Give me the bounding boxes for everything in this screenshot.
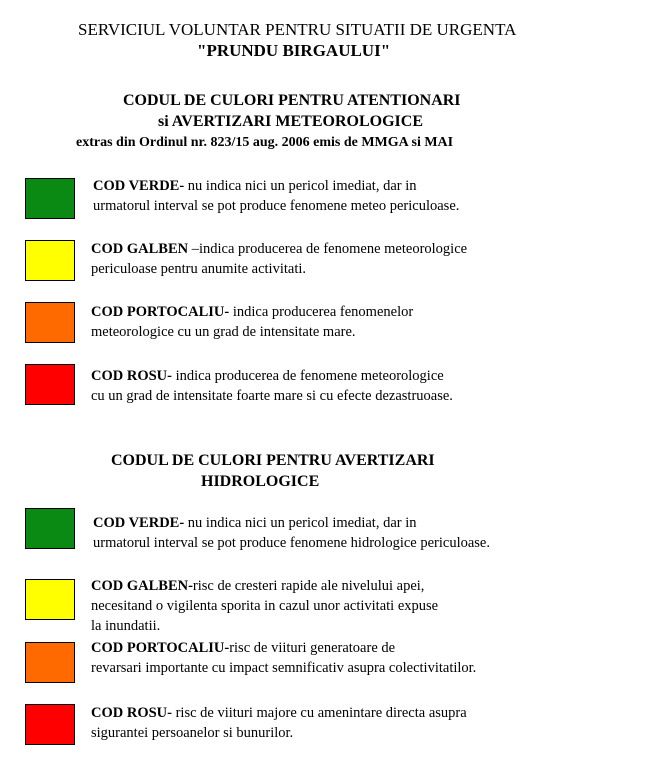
hydro-yellow-line2: necesitand o vigilenta sporita in cazul unor activitati expuse bbox=[91, 598, 439, 614]
hydro-orange-swatch bbox=[25, 642, 75, 683]
hydro-orange-code: COD PORTOCALIU- bbox=[91, 640, 230, 656]
meteo-red-swatch bbox=[25, 364, 75, 405]
hydro-orange-line2: revarsari importante cu impact semnificativ asupra colectivitatilor. bbox=[91, 660, 477, 676]
meteo-title-line1: CODUL DE CULORI PENTRU ATENTIONARI bbox=[123, 92, 461, 109]
meteo-green-code: COD VERDE- bbox=[93, 178, 185, 194]
hydro-red-line1: COD ROSU- risc de viituri majore cu amenintare directa asupra bbox=[91, 705, 467, 721]
meteo-yellow-swatch bbox=[25, 240, 75, 281]
meteo-yellow-line2: periculoase pentru anumite activitati. bbox=[91, 261, 307, 277]
hydro-red-line2: sigurantei persoanelor si bunurilor. bbox=[91, 725, 294, 741]
meteo-red-line1: COD ROSU- indica producerea de fenomene meteorologice bbox=[91, 368, 444, 384]
meteo-green-swatch bbox=[25, 178, 75, 219]
meteo-yellow-line1: COD GALBEN –indica producerea de fenomene meteorologice bbox=[91, 241, 468, 257]
meteo-orange-line1: COD PORTOCALIU- indica producerea fenomenelor bbox=[91, 304, 414, 320]
meteo-red-line2: cu un grad de intensitate foarte mare si cu efecte dezastruoase. bbox=[91, 388, 453, 404]
hydro-yellow-code: COD GALBEN- bbox=[91, 578, 193, 594]
organization-name: SERVICIUL VOLUNTAR PENTRU SITUATII DE URGENTA bbox=[78, 20, 517, 39]
meteo-orange-swatch bbox=[25, 302, 75, 343]
meteo-green-line1: COD VERDE- nu indica nici un pericol imediat, dar in bbox=[93, 178, 417, 194]
hydro-green-line1: COD VERDE- nu indica nici un pericol imediat, dar in bbox=[93, 515, 417, 531]
meteo-orange-code: COD PORTOCALIU- bbox=[91, 304, 230, 320]
meteo-subtitle: extras din Ordinul nr. 823/15 aug. 2006 emis de MMGA si MAI bbox=[76, 135, 454, 150]
hydro-orange-line1: COD PORTOCALIU-risc de viituri generatoare de bbox=[91, 640, 396, 656]
hydro-title-line2: HIDROLOGICE bbox=[201, 473, 320, 490]
meteo-title-line2: si AVERTIZARI METEOROLOGICE bbox=[158, 113, 423, 130]
hydro-red-swatch bbox=[25, 704, 75, 745]
hydro-green-code: COD VERDE- bbox=[93, 515, 185, 531]
meteo-yellow-code: COD GALBEN bbox=[91, 241, 189, 257]
meteo-green-line2: urmatorul interval se pot produce fenomene meteo periculoase. bbox=[93, 198, 460, 214]
meteo-red-code: COD ROSU- bbox=[91, 368, 172, 384]
organization-location: "PRUNDU BIRGAULUI" bbox=[197, 41, 391, 60]
meteo-orange-line2: meteorologice cu un grad de intensitate mare. bbox=[91, 324, 356, 340]
hydro-yellow-line3: la inundatii. bbox=[91, 618, 161, 634]
hydro-yellow-line1: COD GALBEN-risc de cresteri rapide ale nivelului apei, bbox=[91, 578, 425, 594]
hydro-yellow-swatch bbox=[25, 579, 75, 620]
hydro-green-swatch bbox=[25, 508, 75, 549]
hydro-red-code: COD ROSU- bbox=[91, 705, 172, 721]
hydro-green-line2: urmatorul interval se pot produce fenomene hidrologice periculoase. bbox=[93, 535, 490, 551]
hydro-title-line1: CODUL DE CULORI PENTRU AVERTIZARI bbox=[111, 452, 435, 469]
